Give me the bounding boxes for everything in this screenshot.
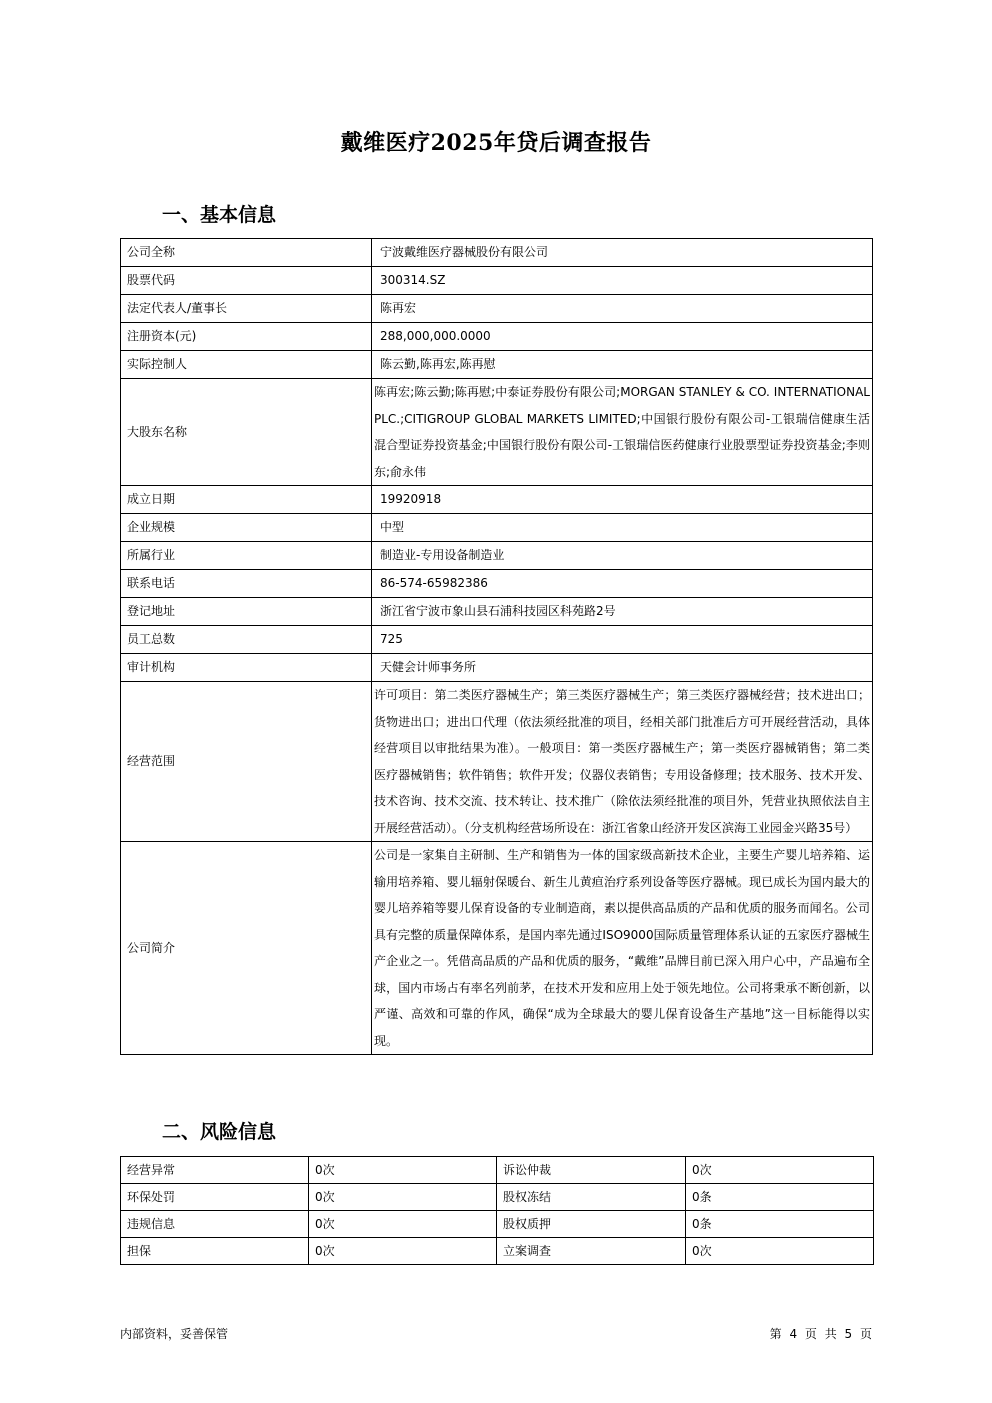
table-row — [121, 1238, 874, 1265]
row-label: 联系电话 — [121, 570, 372, 598]
row-label: 注册资本(元) — [121, 323, 372, 351]
risk-info-table — [120, 1156, 874, 1265]
row-label: 登记地址 — [121, 598, 372, 626]
risk-value: 0次 — [686, 1238, 874, 1265]
risk-value: 0次 — [686, 1157, 874, 1184]
row-label: 审计机构 — [121, 654, 372, 682]
footer-confidential-note: 内部资料，妥善保管 — [120, 1327, 229, 1341]
row-label: 公司全称 — [121, 239, 372, 267]
row-label: 经营范围 — [121, 682, 372, 842]
table-row — [121, 598, 873, 626]
row-value: 725 — [372, 626, 873, 654]
risk-value: 0次 — [309, 1184, 497, 1211]
risk-value: 0条 — [686, 1211, 874, 1238]
section-heading-risk-info: 二、风险信息 — [162, 1121, 277, 1143]
table-row — [121, 239, 873, 267]
row-label: 成立日期 — [121, 486, 372, 514]
row-label: 实际控制人 — [121, 351, 372, 379]
footer-page-number: 第 4 页 共 5 页 — [769, 1327, 872, 1341]
table-row — [121, 323, 873, 351]
risk-value: 0次 — [309, 1238, 497, 1265]
table-row — [121, 486, 873, 514]
row-value: 300314.SZ — [372, 267, 873, 295]
table-row — [121, 295, 873, 323]
table-row — [121, 1211, 874, 1238]
row-label: 所属行业 — [121, 542, 372, 570]
risk-value: 0次 — [309, 1157, 497, 1184]
table-row — [121, 267, 873, 295]
row-value: 浙江省宁波市象山县石浦科技园区科苑路2号 — [372, 598, 873, 626]
table-row — [121, 351, 873, 379]
risk-value: 0次 — [309, 1211, 497, 1238]
row-label: 公司简介 — [121, 842, 372, 1055]
row-label: 股票代码 — [121, 267, 372, 295]
row-label: 法定代表人/董事长 — [121, 295, 372, 323]
risk-label: 环保处罚 — [121, 1184, 309, 1211]
risk-label: 诉讼仲裁 — [497, 1157, 686, 1184]
table-row — [121, 682, 873, 842]
table-row — [121, 570, 873, 598]
row-value: 19920918 — [372, 486, 873, 514]
row-label: 员工总数 — [121, 626, 372, 654]
row-label: 大股东名称 — [121, 379, 372, 486]
risk-value: 0条 — [686, 1184, 874, 1211]
row-value: 制造业-专用设备制造业 — [372, 542, 873, 570]
row-label: 企业规模 — [121, 514, 372, 542]
row-value: 陈再宏;陈云勤;陈再慰;中泰证券股份有限公司;MORGAN STANLEY & CO. INTERNATIONAL PLC.;CITIGROUP GLOBAL MARKETS LIMITED;中国银行股份有限公司-工银瑞信健康生活混合型证券投资基金;中国银行股份有限公司-工银瑞信医药健康行业股票型证券投资基金;李则东;俞永伟 — [372, 379, 873, 486]
section-heading-basic-info: 一、基本信息 — [162, 204, 277, 226]
risk-label: 股权质押 — [497, 1211, 686, 1238]
row-value: 86-574-65982386 — [372, 570, 873, 598]
row-value: 288,000,000.0000 — [372, 323, 873, 351]
risk-label: 立案调查 — [497, 1238, 686, 1265]
report-title: 戴维医疗2025年贷后调查报告 — [340, 130, 652, 156]
row-value: 天健会计师事务所 — [372, 654, 873, 682]
row-value: 宁波戴维医疗器械股份有限公司 — [372, 239, 873, 267]
table-row — [121, 1184, 874, 1211]
risk-label: 股权冻结 — [497, 1184, 686, 1211]
risk-label: 经营异常 — [121, 1157, 309, 1184]
table-row — [121, 626, 873, 654]
table-row — [121, 379, 873, 486]
table-row — [121, 514, 873, 542]
row-value: 中型 — [372, 514, 873, 542]
risk-label: 担保 — [121, 1238, 309, 1265]
row-value: 陈再宏 — [372, 295, 873, 323]
table-row — [121, 542, 873, 570]
risk-label: 违规信息 — [121, 1211, 309, 1238]
row-value: 公司是一家集自主研制、生产和销售为一体的国家级高新技术企业，主要生产婴儿培养箱、运输用培养箱、婴儿辐射保暖台、新生儿黄疸治疗系列设备等医疗器械。现已成长为国内最大的婴儿培养箱等婴儿保育设备的专业制造商，素以提供高品质的产品和优质的服务而闻名。公司具有完整的质量保障体系，是国内率先通过ISO9000国际质量管理体系认证的五家医疗器械生产企业之一。凭借高品质的产品和优质的服务，“戴维”品牌目前已深入用户心中，产品遍布全球，国内市场占有率名列前茅，在技术开发和应用上处于领先地位。公司将秉承不断创新，以严谨、高效和可靠的作风，确保“成为全球最大的婴儿保育设备生产基地”这一目标能得以实现。 — [372, 842, 873, 1055]
table-row — [121, 654, 873, 682]
row-value: 许可项目：第二类医疗器械生产；第三类医疗器械生产；第三类医疗器械经营；技术进出口；货物进出口；进出口代理（依法须经批准的项目，经相关部门批准后方可开展经营活动，具体经营项目以审批结果为准）。一般项目：第一类医疗器械生产；第一类医疗器械销售；第二类医疗器械销售；软件销售；软件开发；仪器仪表销售；专用设备修理；技术服务、技术开发、技术咨询、技术交流、技术转让、技术推广（除依法须经批准的项目外，凭营业执照依法自主开展经营活动）。（分支机构经营场所设在：浙江省象山经济开发区滨海工业园金兴路35号） — [372, 682, 873, 842]
table-row — [121, 842, 873, 1055]
row-value: 陈云勤,陈再宏,陈再慰 — [372, 351, 873, 379]
basic-info-table — [120, 238, 873, 1055]
table-row — [121, 1157, 874, 1184]
